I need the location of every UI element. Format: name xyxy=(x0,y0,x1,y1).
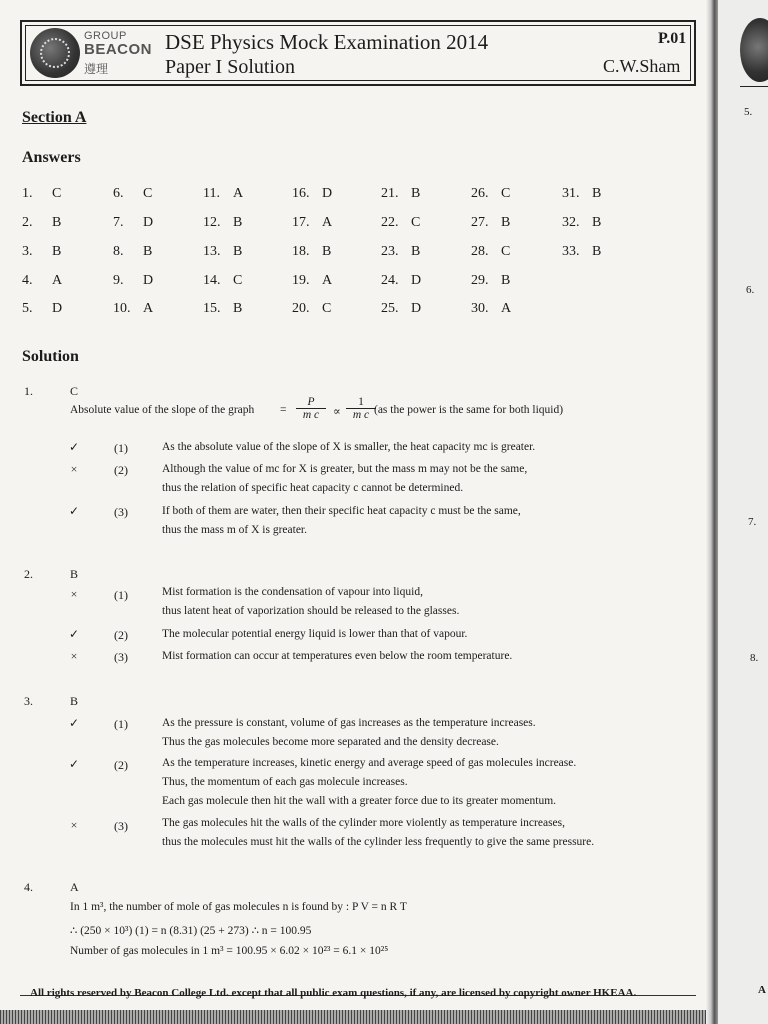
answer-item-number: 13. xyxy=(203,244,221,259)
answer-item-letter: D xyxy=(411,273,422,288)
answer-item-letter: D xyxy=(143,273,154,288)
answer-item xyxy=(292,215,332,231)
answer-item-number: 27. xyxy=(471,215,489,230)
answer-item xyxy=(22,273,62,289)
answer-item xyxy=(381,215,420,231)
answer-item-letter: D xyxy=(52,301,63,316)
answer-item xyxy=(292,244,331,260)
answer-item-letter: A xyxy=(322,273,333,288)
section-a-heading: Section A xyxy=(22,109,87,126)
answer-item xyxy=(22,244,61,260)
answer-item xyxy=(113,186,152,202)
answer-item xyxy=(292,301,331,317)
q1-frac2-numerator: 1 xyxy=(358,396,364,408)
q1-slope-text: Absolute value of the slope of the graph xyxy=(70,404,255,416)
answer-item-number: 31. xyxy=(562,186,580,201)
q2-item3-label: (3) xyxy=(114,650,128,664)
answer-item xyxy=(113,301,153,317)
answer-item-letter: A xyxy=(143,301,154,316)
answer-item xyxy=(381,244,420,260)
book-gutter xyxy=(706,0,718,1024)
q1-frac1-denominator: m c xyxy=(302,409,320,421)
facing-q6-number: 6. xyxy=(746,284,755,296)
answer-item-number: 6. xyxy=(113,186,124,201)
q3-answer: B xyxy=(70,694,79,708)
q2-item2-check-icon: ✓ xyxy=(68,627,80,641)
answer-item-letter: C xyxy=(501,186,511,201)
q3-item3-line1: The gas molecules hit the walls of the cylinder more violently as temperature increases, xyxy=(162,817,565,829)
answer-item-number: 10. xyxy=(113,301,131,316)
answer-item-letter: C xyxy=(322,301,332,316)
q3-item3-cross-icon: × xyxy=(70,818,78,832)
q1-item3-check-icon: ✓ xyxy=(68,504,80,518)
q1-frac1-numerator: P xyxy=(307,396,315,408)
answer-item-letter: A xyxy=(322,215,333,230)
answer-item-letter: B xyxy=(322,244,332,259)
answer-item-number: 32. xyxy=(562,215,580,230)
q1-item1-label: (1) xyxy=(114,441,128,455)
q1-frac2-denominator: m c xyxy=(352,409,370,421)
page-number: P.01 xyxy=(658,30,687,47)
author-name: C.W.Sham xyxy=(603,56,681,76)
answer-item xyxy=(562,215,601,231)
answer-item-letter: B xyxy=(592,215,602,230)
q2-number: 2. xyxy=(24,567,33,581)
q1-item2-line1: Although the value of mc for X is greater, but the mass m may not be the same, xyxy=(162,463,528,475)
answer-item-letter: B xyxy=(233,215,243,230)
answer-item xyxy=(381,273,421,289)
answer-item-letter: A xyxy=(52,273,63,288)
answer-item-number: 5. xyxy=(22,301,33,316)
q1-item2-label: (2) xyxy=(114,463,128,477)
q1-fraction-1 xyxy=(296,396,326,421)
facing-footer-letter: A xyxy=(758,984,766,996)
answer-item-letter: B xyxy=(233,244,243,259)
q2-item3-line1: Mist formation can occur at temperatures even below the room temperature. xyxy=(162,650,513,662)
answer-item-letter: C xyxy=(52,186,62,201)
answer-item-number: 11. xyxy=(203,186,220,201)
answer-item-number: 29. xyxy=(471,273,489,288)
answer-item-number: 33. xyxy=(562,244,580,259)
q1-fraction-2 xyxy=(346,396,376,421)
answer-item-number: 7. xyxy=(113,215,124,230)
q3-item2-check-icon: ✓ xyxy=(68,757,80,771)
answer-item-letter: B xyxy=(592,186,602,201)
answer-item-number: 9. xyxy=(113,273,124,288)
answer-item xyxy=(22,186,61,202)
answer-item-number: 8. xyxy=(113,244,124,259)
q4-answer: A xyxy=(70,880,79,894)
answer-item-letter: B xyxy=(411,244,421,259)
answer-item xyxy=(203,301,242,317)
scan-edge-strip xyxy=(0,1010,768,1024)
facing-q7-number: 7. xyxy=(748,516,757,528)
answer-item-letter: B xyxy=(233,301,243,316)
answer-item-number: 23. xyxy=(381,244,399,259)
answer-item-number: 12. xyxy=(203,215,221,230)
logo-name-text: BEACON xyxy=(84,41,153,58)
q3-item2-line3: Each gas molecule then hit the wall with a greater force due to its greater momentum. xyxy=(162,795,557,807)
answer-item-number: 14. xyxy=(203,273,221,288)
q2-item2-line1: The molecular potential energy liquid is lower than that of vapour. xyxy=(162,628,468,640)
answer-item xyxy=(113,273,153,289)
answer-item-letter: A xyxy=(501,301,512,316)
answer-item xyxy=(562,186,601,202)
answer-item-number: 25. xyxy=(381,301,399,316)
answer-item xyxy=(203,244,242,260)
q3-item1-line1: As the pressure is constant, volume of gas increases as the temperature increases. xyxy=(162,717,536,729)
q3-item3-label: (3) xyxy=(114,819,128,833)
answer-item xyxy=(471,244,510,260)
facing-page xyxy=(718,0,768,1024)
answer-item xyxy=(381,301,421,317)
q2-answer: B xyxy=(70,567,79,581)
answer-item-number: 26. xyxy=(471,186,489,201)
q3-number: 3. xyxy=(24,694,33,708)
q1-item3-label: (3) xyxy=(114,505,128,519)
q3-item2-label: (2) xyxy=(114,758,128,772)
q1-equals: = xyxy=(280,404,287,416)
q2-item1-label: (1) xyxy=(114,588,128,602)
answer-item xyxy=(471,186,510,202)
answers-heading: Answers xyxy=(22,149,81,166)
answer-item-number: 22. xyxy=(381,215,399,230)
answer-item-letter: B xyxy=(52,215,62,230)
q1-item3-line2: thus the mass m of X is greater. xyxy=(162,524,308,536)
q2-item1-line2: thus latent heat of vaporization should be released to the glasses. xyxy=(162,605,460,617)
answer-item-number: 21. xyxy=(381,186,399,201)
answer-item xyxy=(22,301,62,317)
answer-item-letter: B xyxy=(501,273,511,288)
answer-item-number: 28. xyxy=(471,244,489,259)
q1-note: (as the power is the same for both liquid) xyxy=(374,404,564,416)
answer-item-number: 4. xyxy=(22,273,33,288)
answer-item-letter: A xyxy=(233,186,244,201)
q3-item1-line2: Thus the gas molecules become more separated and the density decrease. xyxy=(162,736,499,748)
q4-line1: In 1 m³, the number of mole of gas molecules n is found by : P V = n R T xyxy=(70,901,407,913)
solution-heading: Solution xyxy=(22,348,79,365)
q1-number: 1. xyxy=(24,384,33,398)
answer-item xyxy=(471,215,510,231)
answer-item-number: 30. xyxy=(471,301,489,316)
logo-chinese-text: 遵理 xyxy=(84,62,109,76)
document-subtitle: Paper I Solution xyxy=(165,56,295,78)
q3-item3-line2: thus the molecules must hit the walls of the cylinder less frequently to give the same pressure. xyxy=(162,836,595,848)
answer-item xyxy=(471,273,510,289)
answer-item-letter: C xyxy=(143,186,153,201)
q1-item1-check-icon: ✓ xyxy=(68,440,80,454)
answer-item xyxy=(22,215,61,231)
q3-item1-check-icon: ✓ xyxy=(68,716,80,730)
answer-item xyxy=(203,215,242,231)
answer-item-number: 24. xyxy=(381,273,399,288)
answer-item xyxy=(203,273,242,289)
q3-item2-line2: Thus, the momentum of each gas molecule increases. xyxy=(162,776,408,788)
q1-item2-cross-icon: × xyxy=(70,462,78,476)
q1-item2-line2: thus the relation of specific heat capacity c cannot be determined. xyxy=(162,482,464,494)
answer-item xyxy=(113,244,152,260)
answer-item-number: 19. xyxy=(292,273,310,288)
answer-item xyxy=(292,273,332,289)
answer-item xyxy=(203,186,243,202)
q1-item1-line1: As the absolute value of the slope of X is smaller, the heat capacity mc is greater. xyxy=(162,441,536,453)
answer-item-number: 16. xyxy=(292,186,310,201)
answer-item-number: 3. xyxy=(22,244,33,259)
answer-item-number: 15. xyxy=(203,301,221,316)
answer-item-letter: B xyxy=(52,244,62,259)
copyright-footer: All rights reserved by Beacon College Ltd. except that all public exam questions, if any, are licensed by copyright owner HKEAA. xyxy=(30,987,637,999)
q3-item2-line1: As the temperature increases, kinetic energy and average speed of gas molecules increase. xyxy=(162,757,577,769)
answer-item-letter: C xyxy=(501,244,511,259)
answer-item xyxy=(292,186,332,202)
q4-line3: Number of gas molecules in 1 m³ = 100.95 × 6.02 × 10²³ = 6.1 × 10²⁵ xyxy=(70,945,389,957)
answer-item-number: 2. xyxy=(22,215,33,230)
answer-item-letter: C xyxy=(411,215,421,230)
answer-item-letter: C xyxy=(233,273,243,288)
answer-item xyxy=(562,244,601,260)
q3-item1-label: (1) xyxy=(114,717,128,731)
answer-item-letter: B xyxy=(411,186,421,201)
answer-item-letter: D xyxy=(143,215,154,230)
answer-item-letter: B xyxy=(143,244,153,259)
q1-answer: C xyxy=(70,384,79,398)
answer-item-letter: B xyxy=(501,215,511,230)
q2-item1-cross-icon: × xyxy=(70,587,78,601)
facing-q8-number: 8. xyxy=(750,652,759,664)
q4-line2: ∴ (250 × 10³) (1) = n (8.31) (25 + 273) ∴ n = 100.95 xyxy=(70,925,312,937)
q1-item3-line1: If both of them are water, then their specific heat capacity c must be the same, xyxy=(162,505,521,517)
answer-item-letter: B xyxy=(592,244,602,259)
q2-item2-label: (2) xyxy=(114,628,128,642)
answer-item-letter: D xyxy=(411,301,422,316)
q4-number: 4. xyxy=(24,880,33,894)
facing-page-header-rule xyxy=(740,86,768,87)
answer-item-number: 1. xyxy=(22,186,33,201)
answer-item-letter: D xyxy=(322,186,333,201)
answer-item xyxy=(381,186,420,202)
answer-item xyxy=(471,301,511,317)
answer-item-number: 20. xyxy=(292,301,310,316)
q2-item3-cross-icon: × xyxy=(70,649,78,663)
beacon-logo-seal xyxy=(30,28,80,78)
document-title: DSE Physics Mock Examination 2014 xyxy=(165,30,489,54)
answer-item xyxy=(113,215,153,231)
answer-item-number: 18. xyxy=(292,244,310,259)
facing-q5-number: 5. xyxy=(744,106,753,118)
q1-proportional-symbol: ∝ xyxy=(333,406,341,418)
answer-item-number: 17. xyxy=(292,215,310,230)
q2-item1-line1: Mist formation is the condensation of vapour into liquid, xyxy=(162,586,423,598)
logo-group-text: GROUP xyxy=(84,30,127,42)
